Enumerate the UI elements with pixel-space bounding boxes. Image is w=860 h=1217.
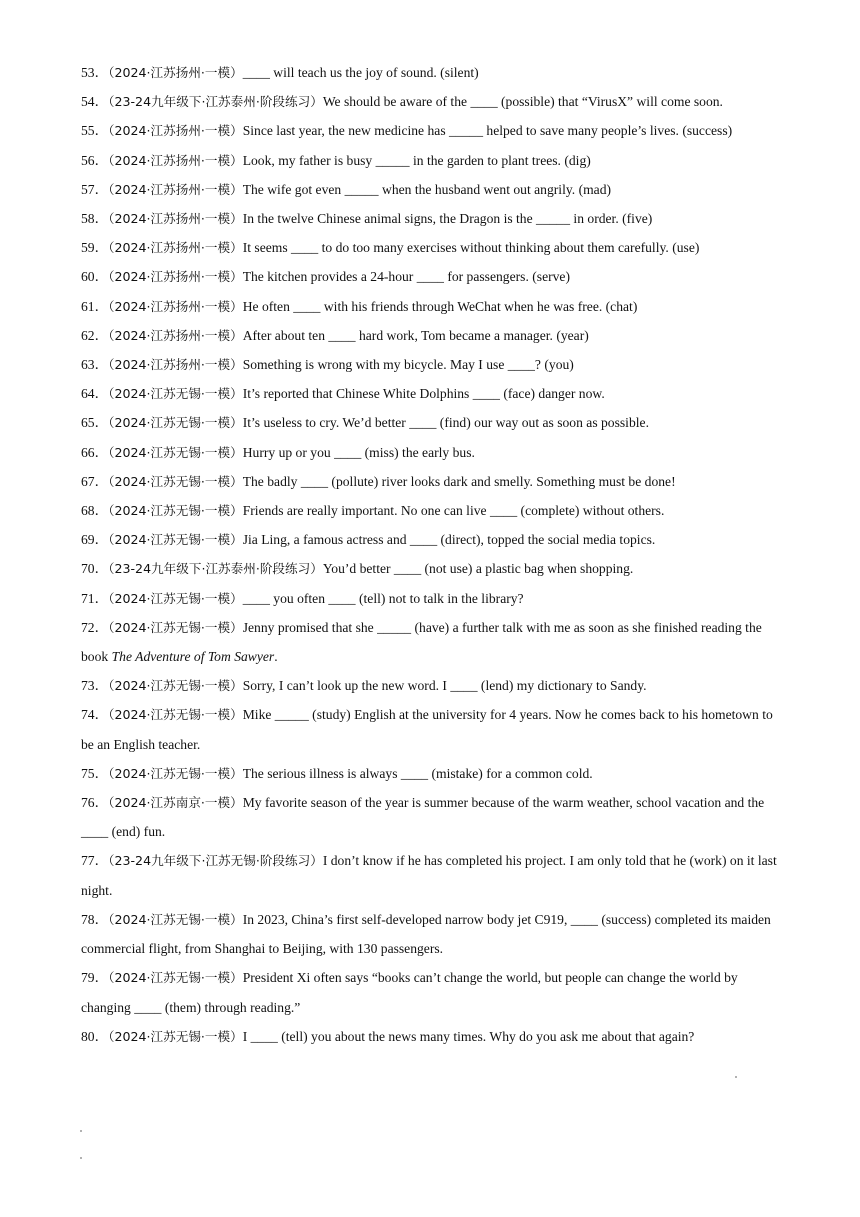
question-source: （2024·江苏南京·一模） [108,795,243,811]
question-item [81,846,786,904]
question-text: President Xi often says “books can’t change the world, but people can change the world by changing ____ (them) through reading.” [81,970,738,1015]
question-number: 57． [81,181,109,197]
question-source: （2024·江苏无锡·一模） [108,444,243,460]
question-item [81,408,786,437]
question-text: You’d better ____ (not use) a plastic bag when shopping. [322,561,634,577]
question-text: In the twelve Chinese animal signs, the Dragon is the _____ in order. (five) [242,211,653,227]
question-item [81,759,786,788]
question-source: （2024·江苏无锡·一模） [108,911,243,927]
stray-mark [80,1130,82,1132]
question-number: 69． [81,532,109,548]
stray-mark [80,1157,82,1159]
question-source: （2024·江苏无锡·一模） [108,619,243,635]
question-text: It seems ____ to do too many exercises without thinking about them carefully. (use) [242,240,700,256]
question-source: （2024·江苏扬州·一模） [108,65,243,80]
question-text: The badly ____ (pollute) river looks dark and smelly. Something must be done! [242,473,676,489]
question-text: He often ____ with his friends through WeChat when he was free. (chat) [242,298,638,314]
question-text: ____ you often ____ (tell) not to talk in the library? [242,590,524,606]
question-text: I ____ (tell) you about the news many times. Why do you ask me about that again? [242,1028,695,1044]
question-source: （2024·江苏扬州·一模） [108,298,243,314]
question-item [81,292,786,321]
question-source: （2024·江苏无锡·一模） [108,503,243,519]
question-number: 71． [81,590,109,606]
question-item [81,700,786,758]
question-number: 80． [81,1028,109,1044]
question-number: 65． [81,415,109,431]
question-source: （2024·江苏扬州·一模） [108,327,243,343]
question-number: 63． [81,357,109,373]
question-number: 68． [81,503,109,519]
question-source: （2024·江苏无锡·一模） [108,473,243,489]
question-item [81,175,786,204]
question-item [81,554,786,583]
question-source: （2024·江苏扬州·一模） [108,181,243,197]
question-item [81,379,786,408]
question-item [81,262,786,291]
question-number: 66． [81,444,109,460]
question-text: Friends are really important. No one can live ____ (complete) without others. [242,503,665,519]
question-source: （2024·江苏扬州·一模） [108,123,243,139]
question-source: （2024·江苏无锡·一模） [108,386,243,402]
question-source: （2024·江苏无锡·一模） [108,415,243,431]
book-title: The Adventure of Tom Sawyer [111,649,275,665]
question-item [81,905,786,963]
question-item [81,496,786,525]
question-item [81,584,786,613]
question-number: 76． [81,795,109,811]
question-text: We should be aware of the ____ (possible) that “VirusX” will come soon. [322,94,723,110]
question-text: It’s reported that Chinese White Dolphins ____ (face) danger now. [242,386,605,402]
question-number: 55． [81,123,109,139]
question-number: 53． [81,65,109,80]
question-item [81,963,786,1021]
question-source: （23-24九年级下·江苏泰州·阶段练习） [108,561,323,577]
question-source: （2024·江苏无锡·一模） [108,1028,243,1044]
question-text: The serious illness is always ____ (mistake) for a common cold. [242,765,593,781]
question-item [81,321,786,350]
question-item [81,146,786,175]
question-source: （2024·江苏无锡·一模） [108,590,243,606]
question-number: 70． [81,561,109,577]
question-text: My favorite season of the year is summer because of the warm weather, school vacation and the ____ (end) fun. [81,795,765,840]
question-number: 59． [81,240,109,256]
question-number: 64． [81,386,109,402]
question-number: 67． [81,473,109,489]
question-number: 74． [81,707,109,723]
question-text: Jenny promised that she _____ (have) a further talk with me as soon as she finished reading the book [81,619,762,665]
question-number: 58． [81,211,109,227]
question-text: After about ten ____ hard work, Tom became a manager. (year) [242,327,589,343]
question-item [81,233,786,262]
question-list [81,58,786,1051]
question-text: Look, my father is busy _____ in the garden to plant trees. (dig) [242,152,591,168]
question-text: Sorry, I can’t look up the new word. I ____ (lend) my dictionary to Sandy. [242,678,647,694]
stray-mark [735,1076,737,1078]
question-item [81,788,786,846]
question-number: 54． [81,94,109,110]
question-item [81,350,786,379]
question-number: 56． [81,152,109,168]
question-number: 62． [81,327,109,343]
question-item [81,613,786,671]
question-text: Since last year, the new medicine has _____ helped to save many people’s lives. (success) [242,123,733,139]
question-text: Jia Ling, a famous actress and ____ (direct), topped the social media topics. [242,532,656,548]
question-source: （2024·江苏无锡·一模） [108,970,243,986]
question-source: （2024·江苏扬州·一模） [108,240,243,256]
question-text: Mike _____ (study) English at the university for 4 years. Now he comes back to his hometown to be an English teacher. [81,707,773,752]
question-text: In 2023, China’s first self-developed narrow body jet C919, ____ (success) completed its maiden commercial flight, from Shanghai to Beijing, with 130 passengers. [81,911,771,957]
question-source: （23-24九年级下·江苏泰州·阶段练习） [108,94,323,110]
question-source: （2024·江苏扬州·一模） [108,152,243,168]
question-item [81,116,786,145]
question-item [81,87,786,116]
question-item [81,671,786,700]
question-number: 73． [81,678,109,694]
question-number: 79． [81,970,109,986]
question-text: Something is wrong with my bicycle. May I use ____? (you) [242,357,574,373]
question-number: 75． [81,765,109,781]
question-item [81,438,786,467]
question-item [81,58,786,87]
question-source: （2024·江苏扬州·一模） [108,269,243,285]
question-item [81,525,786,554]
question-text: The wife got even _____ when the husband went out angrily. (mad) [242,181,612,197]
question-text: It’s useless to cry. We’d better ____ (find) our way out as soon as possible. [242,415,649,431]
question-text: I don’t know if he has completed his project. I am only told that he (work) on it last night. [81,853,777,898]
question-source: （2024·江苏无锡·一模） [108,678,243,694]
question-number: 72． [81,619,109,635]
question-number: 78． [81,911,109,927]
question-text: The kitchen provides a 24-hour ____ for passengers. (serve) [242,269,570,285]
question-number: 60． [81,269,109,285]
question-source: （2024·江苏扬州·一模） [108,211,243,227]
question-source: （23-24九年级下·江苏无锡·阶段练习） [108,853,323,869]
question-source: （2024·江苏无锡·一模） [108,532,243,548]
question-number: 77． [81,853,109,869]
question-item [81,467,786,496]
question-text: Hurry up or you ____ (miss) the early bus. [242,444,475,460]
question-item [81,204,786,233]
question-item [81,1022,786,1051]
question-number: 61． [81,298,109,314]
question-source: （2024·江苏无锡·一模） [108,707,243,723]
question-source: （2024·江苏无锡·一模） [108,765,243,781]
question-source: （2024·江苏扬州·一模） [108,357,243,373]
question-text: ____ will teach us the joy of sound. (silent) [242,65,479,80]
question-text-tail: . [274,649,278,665]
